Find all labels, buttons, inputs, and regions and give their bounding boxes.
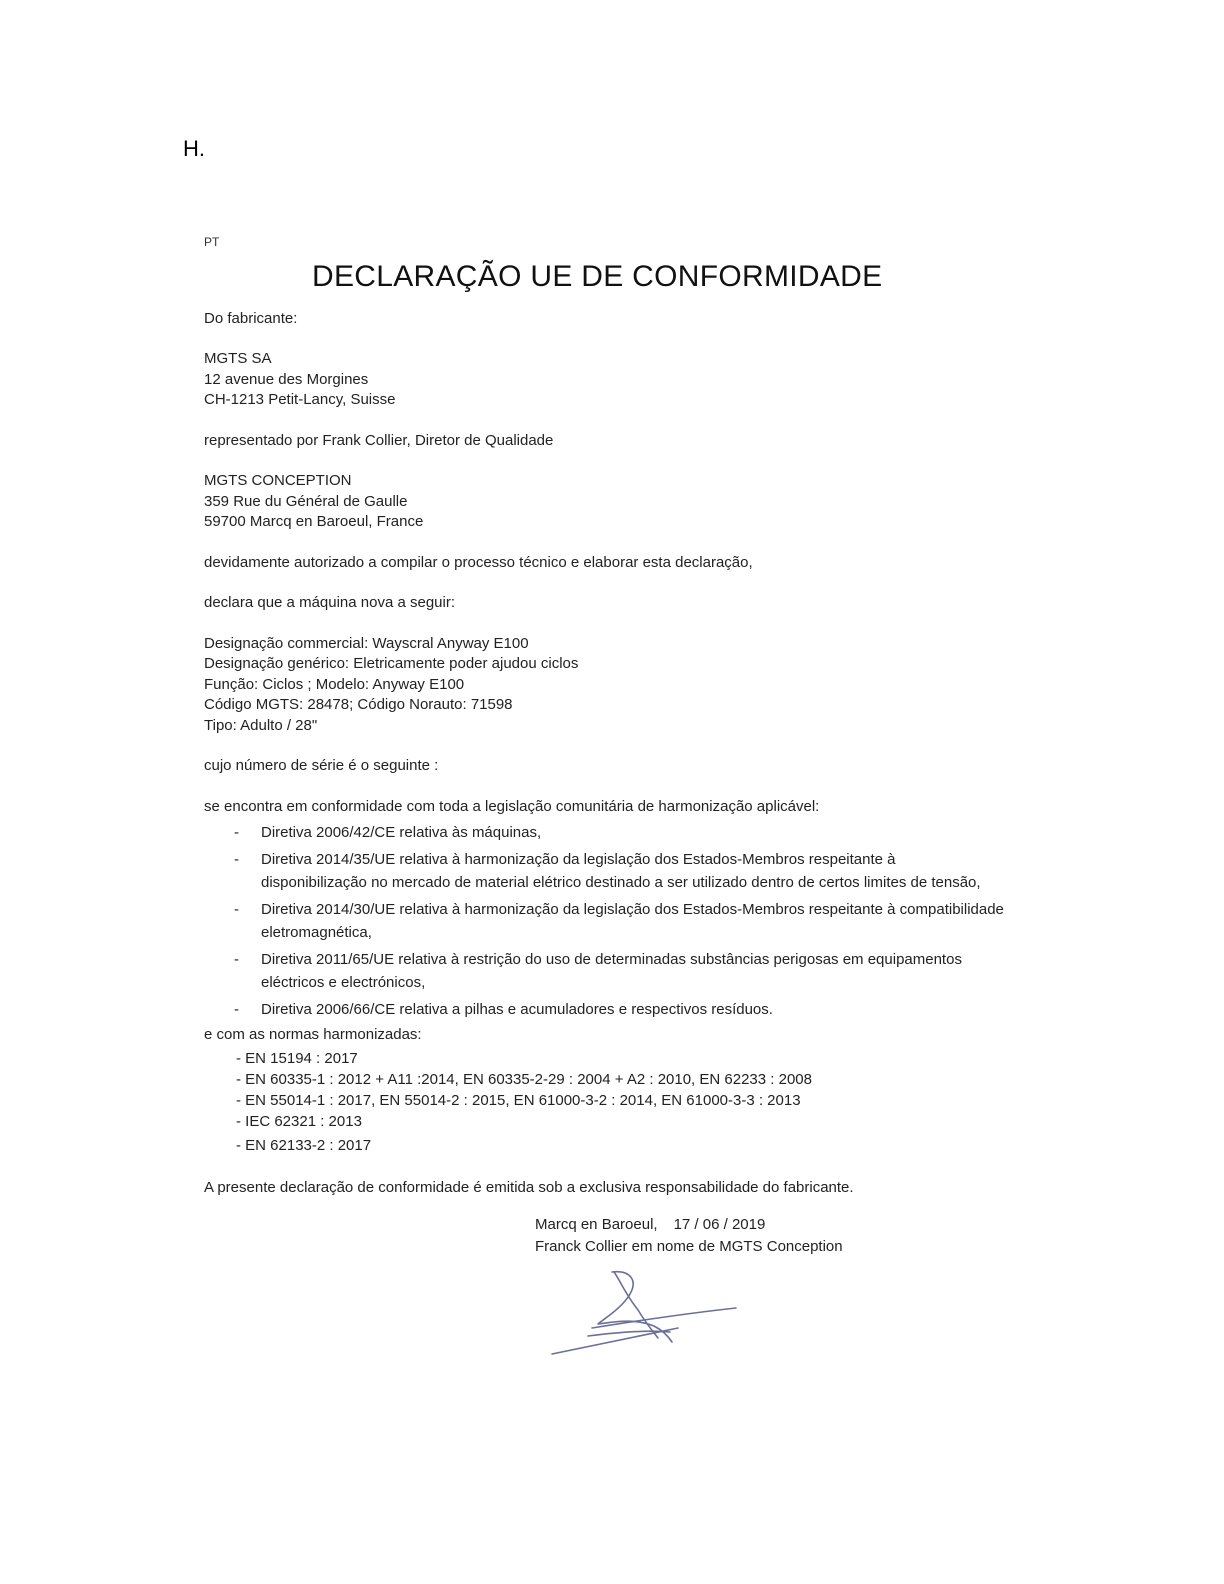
list-dash: - xyxy=(234,901,239,918)
declares-statement: declara que a máquina nova a seguir: xyxy=(204,594,456,611)
document-title: DECLARAÇÃO UE DE CONFORMIDADE xyxy=(312,259,883,293)
standard-item: - IEC 62321 : 2013 xyxy=(236,1112,362,1130)
standard-item: - EN 15194 : 2017 xyxy=(236,1049,358,1067)
standards-intro: e com as normas harmonizadas: xyxy=(204,1026,422,1043)
represented-by: representado por Frank Collier, Diretor de Qualidade xyxy=(204,431,554,449)
authorization-statement: devidamente autorizado a compilar o processo técnico e elaborar esta declaração, xyxy=(204,553,753,571)
directive-item xyxy=(204,948,1004,994)
representative-address-line1: 359 Rue du Général de Gaulle xyxy=(204,492,408,510)
standards-list xyxy=(236,1048,1004,1156)
conformity-intro: se encontra em conformidade com toda a legislação comunitária de harmonização aplicável: xyxy=(204,797,820,815)
machine-type: Tipo: Adulto / 28" xyxy=(204,716,318,734)
machine-details xyxy=(204,634,1004,737)
directive-text: Diretiva 2014/30/UE relativa à harmonização da legislação dos Estados-Membros respeitante à compatibilidade eletromagnética, xyxy=(261,901,1004,941)
directive-item xyxy=(204,898,1004,944)
machine-function-model: Função: Ciclos ; Modelo: Anyway E100 xyxy=(204,675,465,693)
directive-text: Diretiva 2006/66/CE relativa a pilhas e acumuladores e respectivos resíduos. xyxy=(261,1001,773,1018)
manufacturer-heading: Do fabricante: xyxy=(204,309,298,327)
standard-item: - EN 60335-1 : 2012 + A11 :2014, EN 60335-2-29 : 2004 + A2 : 2010, EN 62233 : 2008 xyxy=(236,1070,812,1088)
place-date-line xyxy=(535,1214,843,1236)
directive-text: Diretiva 2006/42/CE relativa às máquinas, xyxy=(261,824,542,841)
machine-generic-name: Designação genérico: Eletricamente poder ajudou ciclos xyxy=(204,655,579,672)
list-dash: - xyxy=(234,951,239,968)
standard-item: - EN 62133-2 : 2017 xyxy=(236,1136,372,1154)
manufacturer-address-line2: CH-1213 Petit-Lancy, Suisse xyxy=(204,391,396,408)
representative-address-line2: 59700 Marcq en Baroeul, France xyxy=(204,513,424,530)
manufacturer-name: MGTS SA xyxy=(204,350,272,367)
signing-date: 17 / 06 / 2019 xyxy=(673,1216,766,1233)
list-dash: - xyxy=(234,851,239,868)
representative-address xyxy=(204,471,1004,533)
signatory-line: Franck Collier em nome de MGTS Conception xyxy=(535,1237,843,1255)
list-dash: - xyxy=(234,1001,239,1018)
directive-item xyxy=(204,848,1004,894)
declaration-document xyxy=(204,232,1004,1198)
directive-text: Diretiva 2014/35/UE relativa à harmonização da legislação dos Estados-Membros respeitante à disponibilização no mercado de material elétrico destinado a ser utilizado dentro de certos limites de tensão, xyxy=(261,851,981,891)
signing-place: Marcq en Baroeul, xyxy=(535,1216,658,1233)
directive-item xyxy=(204,821,1004,844)
manufacturer-address xyxy=(204,349,1004,411)
manufacturer-address-line1: 12 avenue des Morgines xyxy=(204,370,369,388)
section-marker: H. xyxy=(183,136,205,161)
directive-text: Diretiva 2011/65/UE relativa à restrição do uso de determinadas substâncias perigosas em equipamentos eléctricos e electrónicos, xyxy=(261,951,962,991)
handwritten-signature xyxy=(550,1266,740,1361)
signature-block xyxy=(535,1214,843,1257)
closing-statement: A presente declaração de conformidade é emitida sob a exclusiva responsabilidade do fabricante. xyxy=(204,1178,854,1196)
list-dash: - xyxy=(234,824,239,841)
language-code: PT xyxy=(204,235,220,249)
directive-list xyxy=(204,821,1004,1021)
machine-commercial-name: Designação commercial: Wayscral Anyway E100 xyxy=(204,634,529,652)
directive-item xyxy=(204,998,1004,1021)
serial-number-statement: cujo número de série é o seguinte : xyxy=(204,757,439,774)
representative-name: MGTS CONCEPTION xyxy=(204,472,352,489)
machine-codes: Código MGTS: 28478; Código Norauto: 71598 xyxy=(204,696,513,713)
standard-item: - EN 55014-1 : 2017, EN 55014-2 : 2015, EN 61000-3-2 : 2014, EN 61000-3-3 : 2013 xyxy=(236,1091,801,1109)
